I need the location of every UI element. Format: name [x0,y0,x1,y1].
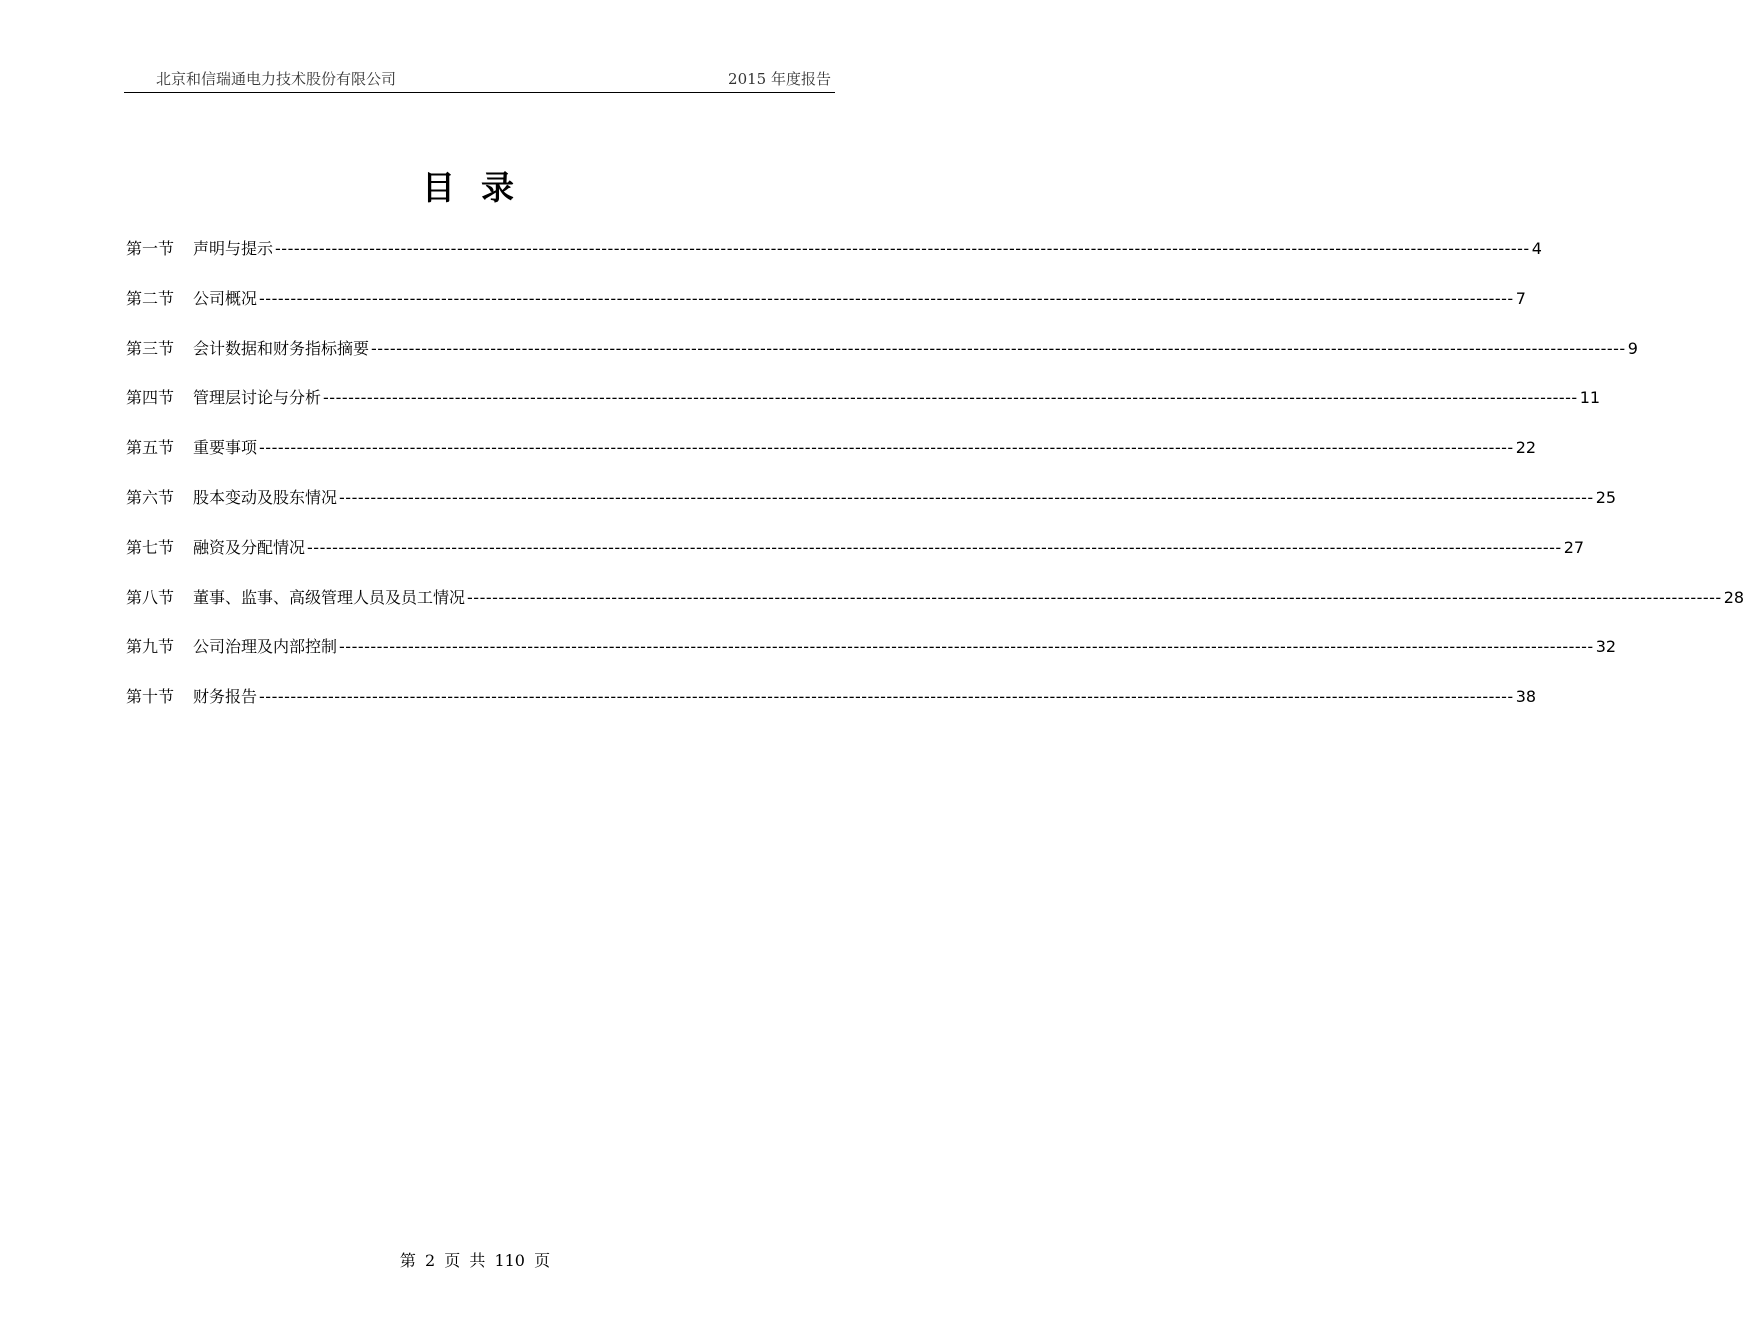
toc-leader: -------------------------------------------------------------------------------------------------------------------------------------------------------------------------------------------------------- [339,487,1594,507]
toc-page: 38 [1515,687,1537,707]
toc-name: 董事、监事、高级管理人员及员工情况 [193,587,466,607]
toc-section: 第一节 [126,239,175,258]
toc-section: 第四节 [126,388,175,408]
toc-entry[interactable] [126,535,1585,585]
toc-name: 公司概况 [193,288,258,308]
toc-entry[interactable] [126,336,1638,386]
toc-page: 22 [1515,438,1537,458]
toc-leader: -------------------------------------------------------------------------------------------------------------------------------------------------------------------------------------------------------- [371,338,1626,358]
toc-page: 28 [1723,587,1744,607]
toc-section: 第二节 [126,288,175,308]
page-header [124,66,835,93]
page-footer: 第 2 页 共 110 页 [399,1251,551,1270]
toc-section: 第三节 [126,338,175,358]
toc-entry[interactable] [126,585,1744,635]
toc-page: 11 [1579,388,1601,408]
toc-entry[interactable] [126,634,1617,684]
toc-entry[interactable] [126,236,1542,286]
toc-entry[interactable] [126,485,1617,535]
toc-name: 重要事项 [193,438,258,458]
table-of-contents [126,236,1744,734]
toc-page: 7 [1515,288,1526,308]
toc-section: 第九节 [126,637,175,657]
toc-name: 融资及分配情况 [193,537,306,557]
toc-section: 第七节 [126,537,175,557]
toc-leader: -------------------------------------------------------------------------------------------------------------------------------------------------------------------------------------------------------- [259,438,1514,458]
toc-entry[interactable] [126,385,1601,435]
toc-leader: -------------------------------------------------------------------------------------------------------------------------------------------------------------------------------------------------------- [275,239,1530,258]
toc-entry[interactable] [126,286,1526,336]
toc-section: 第六节 [126,487,175,507]
toc-section: 第五节 [126,438,175,458]
toc-name: 财务报告 [193,687,258,707]
toc-page: 25 [1595,487,1617,507]
toc-page: 32 [1595,637,1617,657]
toc-leader: -------------------------------------------------------------------------------------------------------------------------------------------------------------------------------------------------------- [259,288,1514,308]
toc-leader: -------------------------------------------------------------------------------------------------------------------------------------------------------------------------------------------------------- [339,637,1594,657]
toc-leader: -------------------------------------------------------------------------------------------------------------------------------------------------------------------------------------------------------- [467,587,1722,607]
toc-entry[interactable] [126,684,1537,734]
company-name: 北京和信瑞通电力技术股份有限公司 [156,70,397,88]
toc-leader: -------------------------------------------------------------------------------------------------------------------------------------------------------------------------------------------------------- [307,537,1562,557]
toc-name: 声明与提示 [193,239,274,258]
toc-section: 第十节 [126,687,175,707]
toc-entry[interactable] [126,435,1537,485]
toc-title: 目录 [422,168,540,207]
toc-name: 会计数据和财务指标摘要 [193,338,370,358]
toc-name: 股本变动及股东情况 [193,487,338,507]
toc-name: 管理层讨论与分析 [193,388,322,408]
toc-leader: -------------------------------------------------------------------------------------------------------------------------------------------------------------------------------------------------------- [259,687,1514,707]
report-year: 2015 年度报告 [728,70,831,88]
toc-page: 9 [1627,338,1638,358]
toc-section: 第八节 [126,587,175,607]
toc-page: 27 [1563,537,1585,557]
toc-name: 公司治理及内部控制 [193,637,338,657]
toc-leader: -------------------------------------------------------------------------------------------------------------------------------------------------------------------------------------------------------- [323,388,1578,408]
toc-page: 4 [1531,239,1542,258]
